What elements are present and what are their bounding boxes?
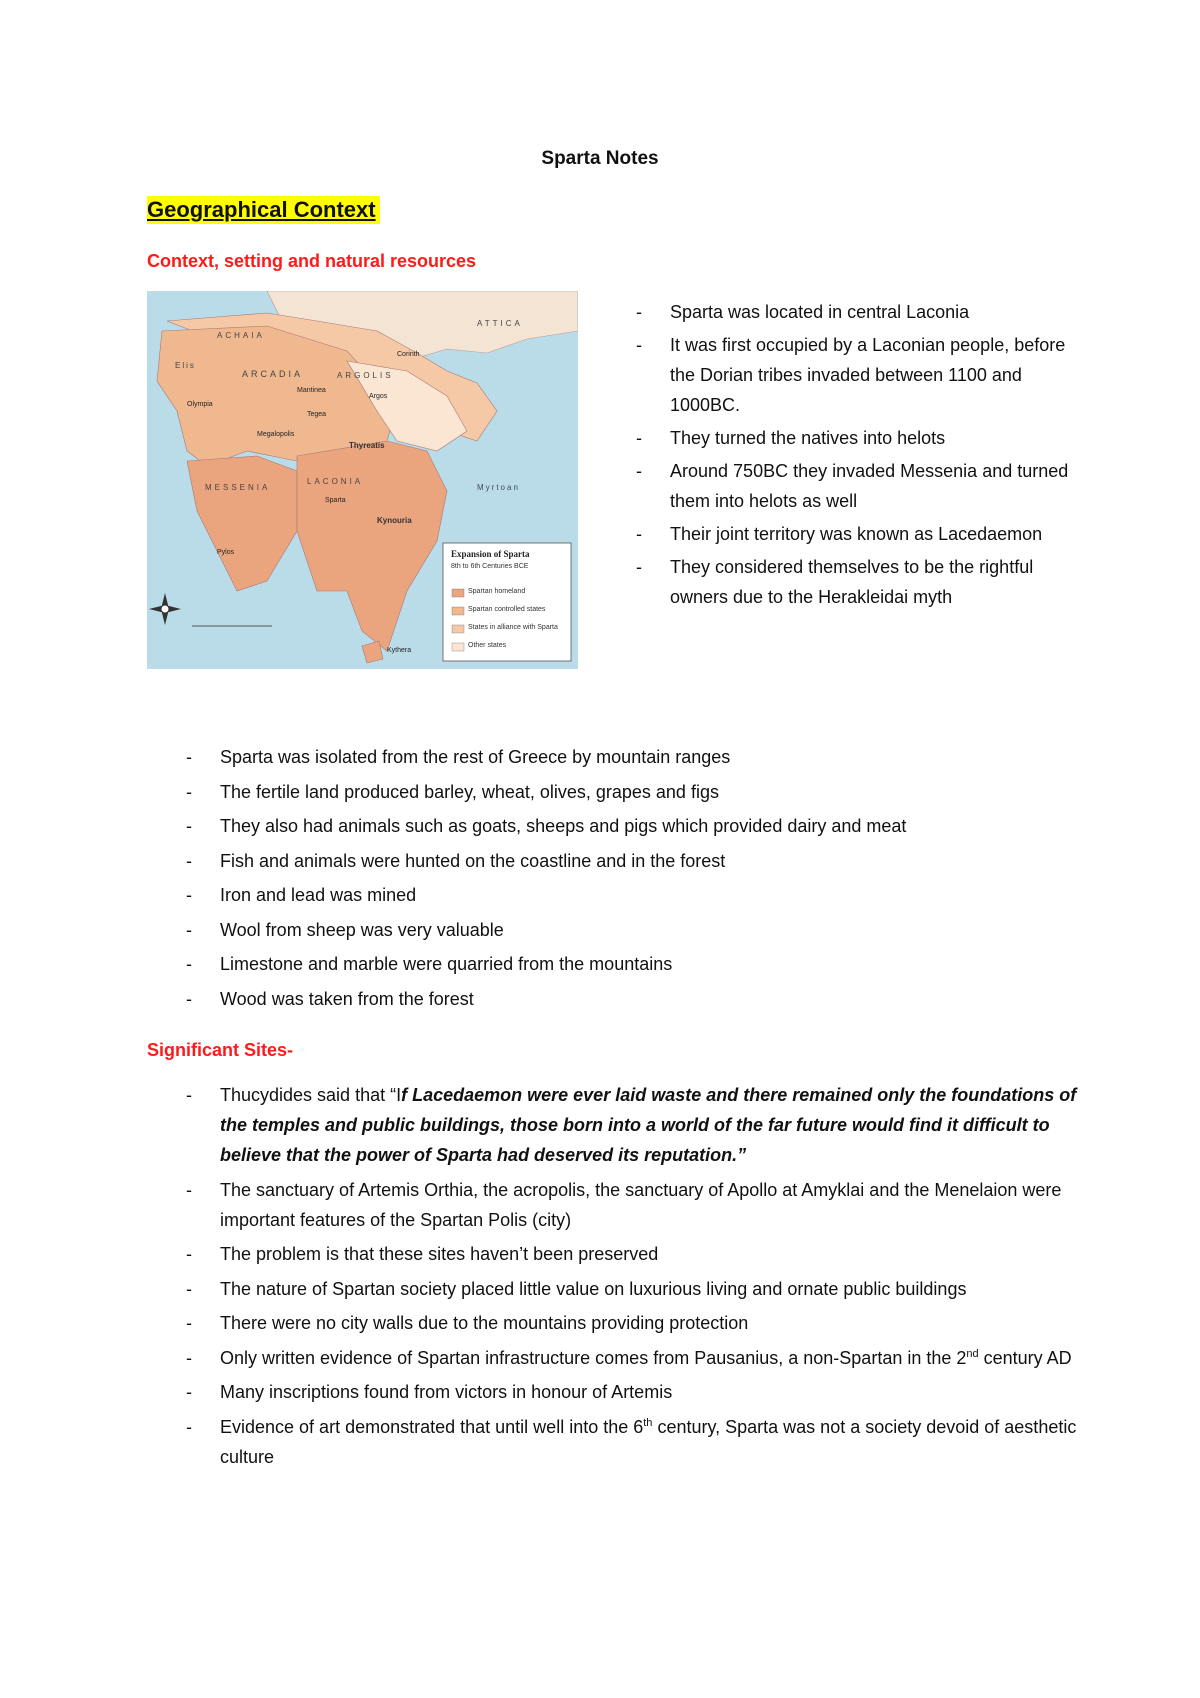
- subheading-significant-sites: Significant Sites-: [147, 1040, 294, 1060]
- map-label-tegea: Tegea: [307, 411, 327, 418]
- map-label-pylos: Pylos: [217, 549, 235, 556]
- list-item-text: century AD: [978, 1347, 1072, 1368]
- map-label-arcadia: ARCADIA: [242, 369, 304, 379]
- thucydides-quote-intro: Thucydides said that “I: [220, 1085, 402, 1105]
- list-item: - Many inscriptions found from victors in honour of Artemis: [186, 1377, 1086, 1407]
- list-item: - The nature of Spartan society placed little value on luxurious living and ornate public buildings: [186, 1274, 1086, 1304]
- map-label-argos: Argos: [369, 393, 388, 400]
- expansion-of-sparta-map: [147, 291, 578, 669]
- ordinal-suffix: nd: [966, 1347, 979, 1360]
- list-item: - Limestone and marble were quarried from the mountains: [186, 949, 1086, 979]
- list-item: - They turned the natives into helots: [636, 423, 1076, 453]
- map-legend-title: Expansion of Sparta: [451, 549, 530, 559]
- list-item: - They also had animals such as goats, sheeps and pigs which provided dairy and meat: [186, 811, 1086, 841]
- list-item: - There were no city walls due to the mountains providing protection: [186, 1308, 1086, 1338]
- map-label-sparta: Sparta: [325, 497, 346, 504]
- context-bullet-list: [636, 297, 1076, 615]
- list-item: - The problem is that these sites haven’t been preserved: [186, 1239, 1086, 1269]
- map-label-argolis: ARGOLIS: [337, 371, 394, 380]
- list-item: [186, 1343, 1086, 1373]
- map-legend-item: Other states: [468, 642, 507, 649]
- map-label-elis: Elis: [175, 361, 196, 370]
- list-item: - Wood was taken from the forest: [186, 984, 1086, 1014]
- list-item: - It was first occupied by a Laconian people, before the Dorian tribes invaded between 1100 and 1000BC.: [636, 330, 1076, 420]
- list-item: - Wool from sheep was very valuable: [186, 915, 1086, 945]
- map-legend-item: States in alliance with Sparta: [468, 624, 558, 631]
- map-label-kythera: Kythera: [387, 647, 412, 654]
- list-item: - Sparta was located in central Laconia: [636, 297, 1076, 327]
- list-item: [186, 1080, 1086, 1170]
- map-legend-item: Spartan homeland: [468, 588, 526, 595]
- list-item: - Sparta was isolated from the rest of Greece by mountain ranges: [186, 742, 1086, 772]
- map-legend-subtitle: 8th to 6th Centuries BCE: [451, 563, 529, 570]
- list-item: - Fish and animals were hunted on the coastline and in the forest: [186, 846, 1086, 876]
- list-item: - They considered themselves to be the rightful owners due to the Herakleidai myth: [636, 552, 1076, 612]
- list-item: - Iron and lead was mined: [186, 880, 1086, 910]
- page-title: Sparta Notes: [541, 148, 659, 169]
- list-item-text: Only written evidence of Spartan infrastructure comes from Pausanius, a non-Spartan in the 2: [220, 1347, 967, 1368]
- map-label-megalopolis: Megalopolis: [257, 431, 295, 438]
- list-item: - Around 750BC they invaded Messenia and turned them into helots as well: [636, 456, 1076, 516]
- map-label-myrtoan: Myrtoan: [477, 483, 520, 492]
- map-label-corinth: Corinth: [397, 351, 420, 358]
- map-label-olympia: Olympia: [187, 401, 213, 408]
- section-heading-geographical-context: Geographical Context: [147, 196, 380, 224]
- thucydides-quote: f Lacedaemon were ever laid waste and there remained only the foundations of the temples and public buildings, those born into a world of the far future would find it difficult to believe that the power of Sparta had deserved its reputation.”: [220, 1085, 1077, 1165]
- map-label-attica: ATTICA: [477, 319, 523, 328]
- ordinal-suffix: th: [643, 1416, 653, 1429]
- map-label-thyreatis: Thyreatis: [349, 441, 385, 450]
- map-label-mantinea: Mantinea: [297, 387, 326, 394]
- list-item: [186, 1412, 1086, 1472]
- list-item: - Their joint territory was known as Lacedaemon: [636, 519, 1076, 549]
- sites-bullet-list: [186, 1080, 1086, 1476]
- list-item: - The fertile land produced barley, wheat, olives, grapes and figs: [186, 777, 1086, 807]
- list-item-text: century, Sparta was not a society devoid of aesthetic culture: [220, 1416, 1077, 1467]
- list-item: - The sanctuary of Artemis Orthia, the acropolis, the sanctuary of Apollo at Amyklai and the Menelaion were important features of the Spartan Polis (city): [186, 1175, 1086, 1235]
- subheading-context: Context, setting and natural resources: [147, 251, 477, 271]
- map-label-achaia: ACHAIA: [217, 331, 265, 340]
- resources-bullet-list: [186, 742, 1086, 1018]
- map-label-laconia: LACONIA: [307, 477, 364, 486]
- map-label-kynouria: Kynouria: [377, 516, 412, 525]
- map-legend-item: Spartan controlled states: [468, 606, 546, 613]
- map-label-messenia: MESSENIA: [205, 483, 271, 492]
- list-item-text: Evidence of art demonstrated that until well into the 6: [220, 1416, 644, 1437]
